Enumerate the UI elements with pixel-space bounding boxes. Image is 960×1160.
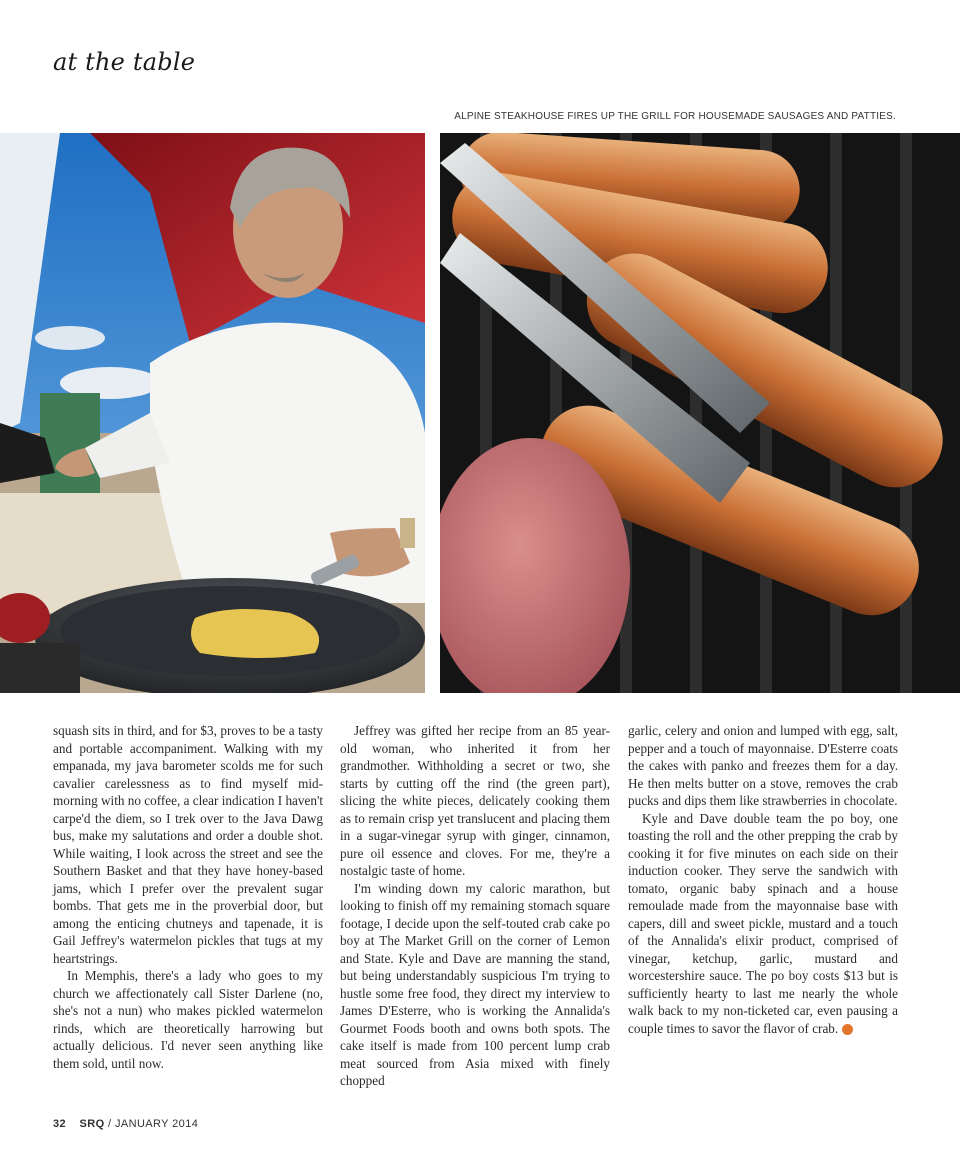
- paragraph: I'm winding down my caloric marathon, but looking to finish off my remaining stomach square footage, I decide upon the self-touted crab cake po boy at The Market Grill on the corner of Lemon and State. Kyle and Dave are manning the stand, but being understandably suspicious I'm trying to hustle some free food, they direct my interview to James D'Esterre, who is working the Annalida's Gourmet Foods booth and owns both spots. The cake itself is made from 100 percent lump crab meat sourced from Asia mixed with finely chopped: [340, 880, 610, 1088]
- magazine-brand: SRQ: [79, 1118, 105, 1130]
- chef-photo: [0, 133, 425, 693]
- footer-separator: /: [108, 1118, 112, 1130]
- section-title: at the table: [53, 48, 196, 76]
- paragraph: garlic, celery and onion and lumped with egg, salt, pepper and a touch of mayonnaise. D'Esterre coats the cakes with panko and freezes them for a day. He then melts butter on a stove, removes the crab pucks and dips them like strawberries in chocolate.: [628, 723, 898, 808]
- paragraph-final: [628, 810, 898, 1038]
- text-column-2: [340, 722, 610, 1090]
- end-mark-icon: S: [842, 1024, 853, 1035]
- sausages-photo: [440, 133, 960, 693]
- paragraph: Kyle and Dave double team the po boy, one toasting the roll and the other prepping the crab by cooking it for five minutes on each side on their induction cooker. They serve the sandwich with tomato, organic baby spinach and a house remoulade made from the mayonnaise base with capers, dill and sweet pickle, mustard and a touch of the Annalida's elixir product, comprised of vinegar, ketchup, garlic, mustard and worcestershire sauce. The po boy costs $13 but is sufficiently hearty to last me nearly the whole walk back to my non-ticketed car, even pausing a couple times to savor the flavor of crab.: [628, 810, 898, 1036]
- issue-date: JANUARY 2014: [114, 1118, 199, 1130]
- paragraph: In Memphis, there's a lady who goes to my church we affectionately call Sister Darlene (no, she's not a nun) who makes pickled watermelon rinds, which are theoretically harrowing but actually delicious. I'd never seen anything like them sold, until now.: [53, 968, 323, 1071]
- paragraph: squash sits in third, and for $3, proves to be a tasty and portable accompaniment. Walking with my empanada, my java barometer scolds me for such cavalier carelessness as to find myself mid-morning with no coffee, a clear indication I haven't carpe'd the diem, so I trek over to the Java Dawg bus, make my salutations and order a double shot. While waiting, I look across the street and see the Southern Basket and that they have honey-based jams, which I prefer over the prevalent sugar bombs. That gets me in the proverbial door, but among the enticing chutneys and tapenade, it is Gail Jeffrey's watermelon pickles that tugs at my heartstrings.: [53, 723, 323, 966]
- photo-caption: ALPINE STEAKHOUSE FIRES UP THE GRILL FOR HOUSEMADE SAUSAGES AND PATTIES.: [454, 111, 896, 122]
- text-column-3: [628, 722, 898, 1037]
- paragraph: Jeffrey was gifted her recipe from an 85 year-old woman, who inherited it from her grandmother. Withholding a secret or two, she starts by cutting off the rind (the green part), slicing the white pieces, delicately cooking them as to remain crisp yet translucent and placing them in a sugar-vinegar syrup with ginger, cinnamon, pure oil essence and cloves. For me, they're a nostalgic taste of home.: [340, 723, 610, 878]
- page-number: 32: [53, 1118, 67, 1130]
- page-footer: [53, 1118, 198, 1130]
- text-column-1: [53, 722, 323, 1072]
- article-body: [53, 722, 898, 1088]
